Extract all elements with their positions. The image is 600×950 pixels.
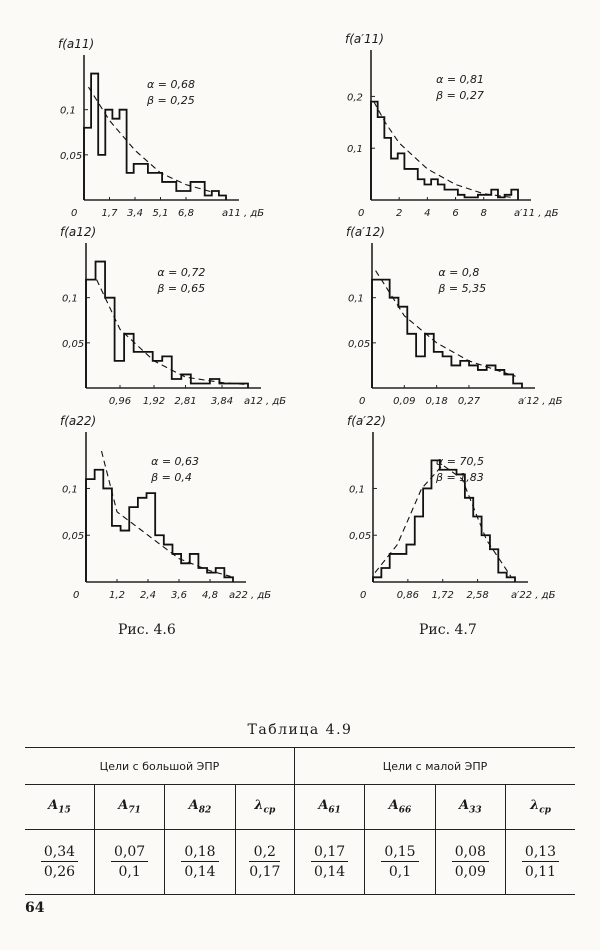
- left-panel-1-ytick-label-0: 0,1: [60, 105, 76, 117]
- page-number: 64: [25, 900, 45, 916]
- left-panel-3-ytick-label-1: 0,05: [62, 531, 85, 543]
- value-cell-3: $\frac{0,18}{0,14}$: [165, 830, 235, 895]
- left-panel-3-xtick-label-4: 4,8: [202, 590, 218, 601]
- left-panel-3-xtick-label-3: 3,6: [171, 590, 187, 601]
- left-panel-2-y-label: f(a12): [60, 225, 97, 239]
- col-header-8: $\lambda_{ср}$: [506, 785, 575, 830]
- right-panel-2-xtick-label-1: 0,09: [393, 396, 416, 407]
- left-panel-1-xtick-label-0: 0: [71, 208, 78, 219]
- value-cell-2: $\frac{0,07}{0,1}$: [94, 830, 164, 895]
- right-panel-1-xtick-label-2: 4: [424, 208, 431, 219]
- left-panel-3-histogram: [86, 470, 233, 582]
- left-panel-3-xtick-label-1: 1,2: [109, 590, 125, 601]
- right-panel-2-ytick-label-0: 0,1: [348, 293, 364, 305]
- left-panel-1-x-label: a11 , дБ: [222, 208, 265, 219]
- right-panel-1-xtick-label-0: 0: [358, 208, 365, 219]
- left-panel-2-xtick-label-2: 2,81: [174, 396, 197, 407]
- value-cell-6: $\frac{0,15}{0,1}$: [365, 830, 435, 895]
- left-panel-1-beta: β = 0,25: [147, 94, 195, 107]
- col-header-3: $A_{82}$: [165, 785, 235, 830]
- left-panel-3-y-label: f(a22): [60, 414, 97, 428]
- right-panel-3-x-label: a′22 , дБ: [511, 590, 556, 601]
- left-panel-1-xtick-label-2: 3,4: [127, 208, 143, 219]
- right-panel-3-beta: β = 1,83: [436, 471, 484, 484]
- right-panel-1-xtick-label-1: 2: [395, 208, 403, 219]
- left-panel-2-xtick-label-0: 0,96: [108, 396, 132, 407]
- group-header-small: Цели с малой ЭПР: [294, 748, 575, 785]
- right-panel-3-y-label: f(a′22): [347, 414, 386, 428]
- right-panel-3-xtick-label-3: 2,58: [466, 590, 489, 601]
- left-panel-2-histogram: [86, 262, 248, 388]
- left-panel-3-x-label: a22 , дБ: [229, 590, 272, 601]
- right-panel-1-xtick-label-3: 6: [452, 208, 459, 219]
- left-panel-2-alpha: α = 0,72: [157, 266, 206, 279]
- data-table: [25, 747, 575, 895]
- left-panel-1-y-label: f(a11): [58, 37, 95, 51]
- left-panel-2-beta: β = 0,65: [157, 282, 206, 295]
- right-panel-1-ytick-label-0: 0,2: [347, 92, 363, 104]
- right-panel-2-x-label: a′12 , дБ: [518, 396, 563, 407]
- value-cell-8: $\frac{0,13}{0,11}$: [506, 830, 575, 895]
- group-header-large: Цели с большой ЭПР: [25, 748, 294, 785]
- left-panel-1-alpha: α = 0,68: [147, 78, 195, 91]
- right-panel-2-xtick-label-2: 0,18: [425, 396, 448, 407]
- right-panel-1-y-label: f(a′11): [345, 32, 384, 46]
- right-panel-1-xtick-label-4: 8: [480, 208, 487, 219]
- left-panel-2-ytick-label-1: 0,05: [62, 338, 85, 350]
- right-panel-1-beta: β = 0,27: [436, 89, 484, 102]
- right-panel-3-xtick-label-0: 0: [360, 590, 367, 601]
- right-panel-1-x-label: a′11 , дБ: [514, 208, 559, 219]
- figure-left-caption: Рис. 4.6: [118, 622, 176, 638]
- left-panel-1-histogram: [84, 74, 226, 200]
- col-header-1: $A_{15}$: [25, 785, 94, 830]
- col-header-7: $A_{33}$: [435, 785, 505, 830]
- right-panel-1-alpha: α = 0,81: [436, 73, 485, 86]
- right-panel-2-beta: β = 5,35: [438, 282, 487, 295]
- right-panel-3-xtick-label-1: 0,86: [396, 590, 419, 601]
- col-header-5: $A_{61}$: [294, 785, 364, 830]
- value-cell-4: $\frac{0,2}{0,17}$: [235, 830, 294, 895]
- left-panel-1-xtick-label-3: 5,1: [152, 208, 169, 219]
- left-panel-3-beta: β = 0,4: [151, 471, 192, 484]
- left-panel-2-xtick-label-1: 1,92: [142, 396, 166, 407]
- right-panel-2-alpha: α = 0,8: [438, 266, 480, 279]
- col-header-2: $A_{71}$: [94, 785, 164, 830]
- left-panel-3-alpha: α = 0,63: [151, 455, 200, 468]
- col-header-6: $A_{66}$: [365, 785, 435, 830]
- left-panel-1-xtick-label-4: 6,8: [178, 208, 194, 219]
- right-panel-2-xtick-label-3: 0,27: [457, 396, 481, 407]
- right-panel-3-ytick-label-1: 0,05: [349, 531, 372, 543]
- right-panel-3-xtick-label-2: 1,72: [431, 590, 454, 601]
- left-panel-1-ytick-label-1: 0,05: [60, 150, 83, 162]
- left-panel-3-ytick-label-0: 0,1: [62, 484, 78, 496]
- value-cell-1: $\frac{0,34}{0,26}$: [25, 830, 94, 895]
- figure-right-caption: Рис. 4.7: [419, 622, 477, 638]
- left-panel-2-ytick-label-0: 0,1: [62, 293, 78, 305]
- left-panel-3-fit-curve: [102, 451, 231, 576]
- left-panel-2-x-label: a12 , дБ: [244, 396, 287, 407]
- left-panel-2-xtick-label-3: 3,84: [210, 396, 234, 407]
- right-panel-3-alpha: α = 70,5: [436, 455, 484, 468]
- right-panel-1-histogram: [371, 102, 518, 200]
- left-panel-3-xtick-label-2: 2,4: [140, 590, 156, 601]
- value-cell-5: $\frac{0,17}{0,14}$: [294, 830, 364, 895]
- right-panel-1-fit-curve: [374, 102, 512, 198]
- right-panel-3-ytick-label-0: 0,1: [349, 484, 365, 496]
- col-header-4: $\lambda_{ср}$: [235, 785, 294, 830]
- right-panel-2-y-label: f(a′12): [346, 225, 385, 239]
- left-panel-3-xtick-label-0: 0: [73, 590, 80, 601]
- right-panel-2-xtick-label-0: 0: [359, 396, 366, 407]
- table-title: Таблица 4.9: [247, 722, 353, 738]
- right-panel-1-ytick-label-1: 0,1: [347, 144, 363, 156]
- right-panel-2-ytick-label-1: 0,05: [348, 338, 371, 350]
- right-panel-2-histogram: [372, 280, 522, 388]
- left-panel-1-xtick-label-1: 1,7: [101, 208, 118, 219]
- value-cell-7: $\frac{0,08}{0,09}$: [435, 830, 505, 895]
